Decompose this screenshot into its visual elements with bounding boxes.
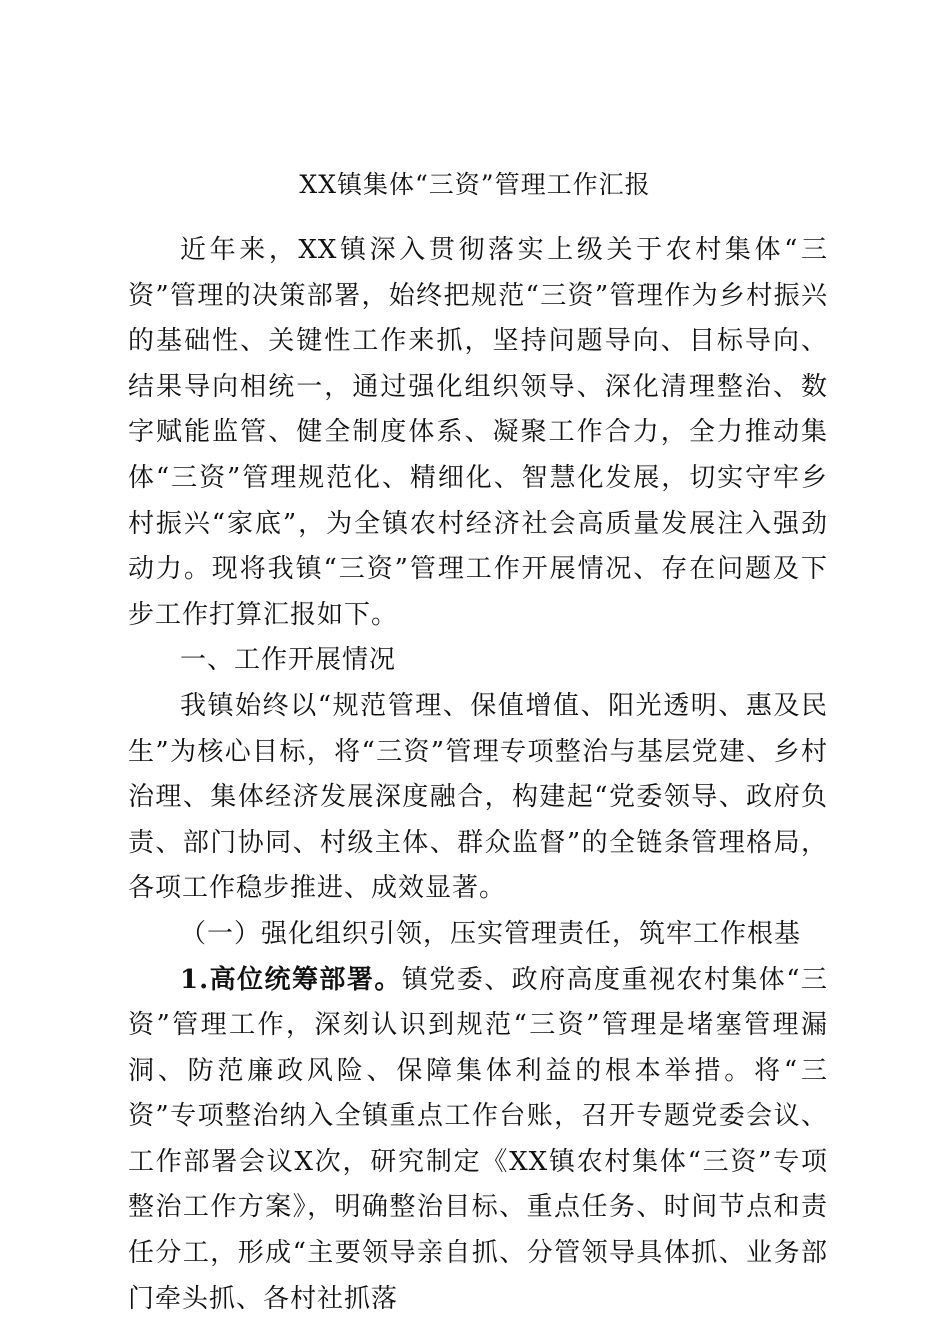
intro-paragraph: 近年来，XX镇深入贯彻落实上级关于农村集体“三资”管理的决策部署，始终把规范“三资”管理作为乡村振兴的基础性、关键性工作来抓，坚持问题导向、目标导向、结果导向相统一，通过强化组织领导、深化清理整治、数字赋能监管、健全制度体系、凝聚工作合力，全力推动集体“三资”管理规范化、精细化、智慧化发展，切实守牢乡村振兴“家底”，为全镇农村经济社会高质量发展注入强劲动力。现将我镇“三资”管理工作开展情况、存在问题及下步工作打算汇报如下。 (128, 235, 828, 630)
section-heading-work-progress: 一、工作开展情况 (180, 645, 397, 676)
item-paragraph-deployment (128, 958, 828, 1323)
document-body (128, 228, 828, 1322)
item-lead-text: 1.高位统筹部署。 (180, 964, 402, 995)
subsection-heading-organization: （一）强化组织引领，压实管理责任，筑牢工作根基 (180, 918, 802, 949)
section-paragraph-work-progress: 我镇始终以“规范管理、保值增值、阳光透明、惠及民生”为核心目标，将“三资”管理专项整治与基层党建、乡村治理、集体经济发展深度融合，构建起“党委领导、政府负责、部门协同、村级主体、群众监督”的全链条管理格局，各项工作稳步推进、成效显著。 (128, 690, 828, 904)
item-body-text: 镇党委、政府高度重视农村集体“三资”管理工作，深刻认识到规范“三资”管理是堵塞管理漏洞、防范廉政风险、保障集体利益的根本举措。将“三资”专项整治纳入全镇重点工作台账，召开专题党委会议、工作部署会议X次，研究制定《XX镇农村集体“三资”专项整治工作方案》，明确整治目标、重点任务、时间节点和责任分工，形成“主要领导亲自抓、分管领导具体抓、业务部门牵头抓、各村社抓落 (128, 964, 828, 1314)
document-title: XX镇集体“三资”管理工作汇报 (299, 170, 651, 199)
